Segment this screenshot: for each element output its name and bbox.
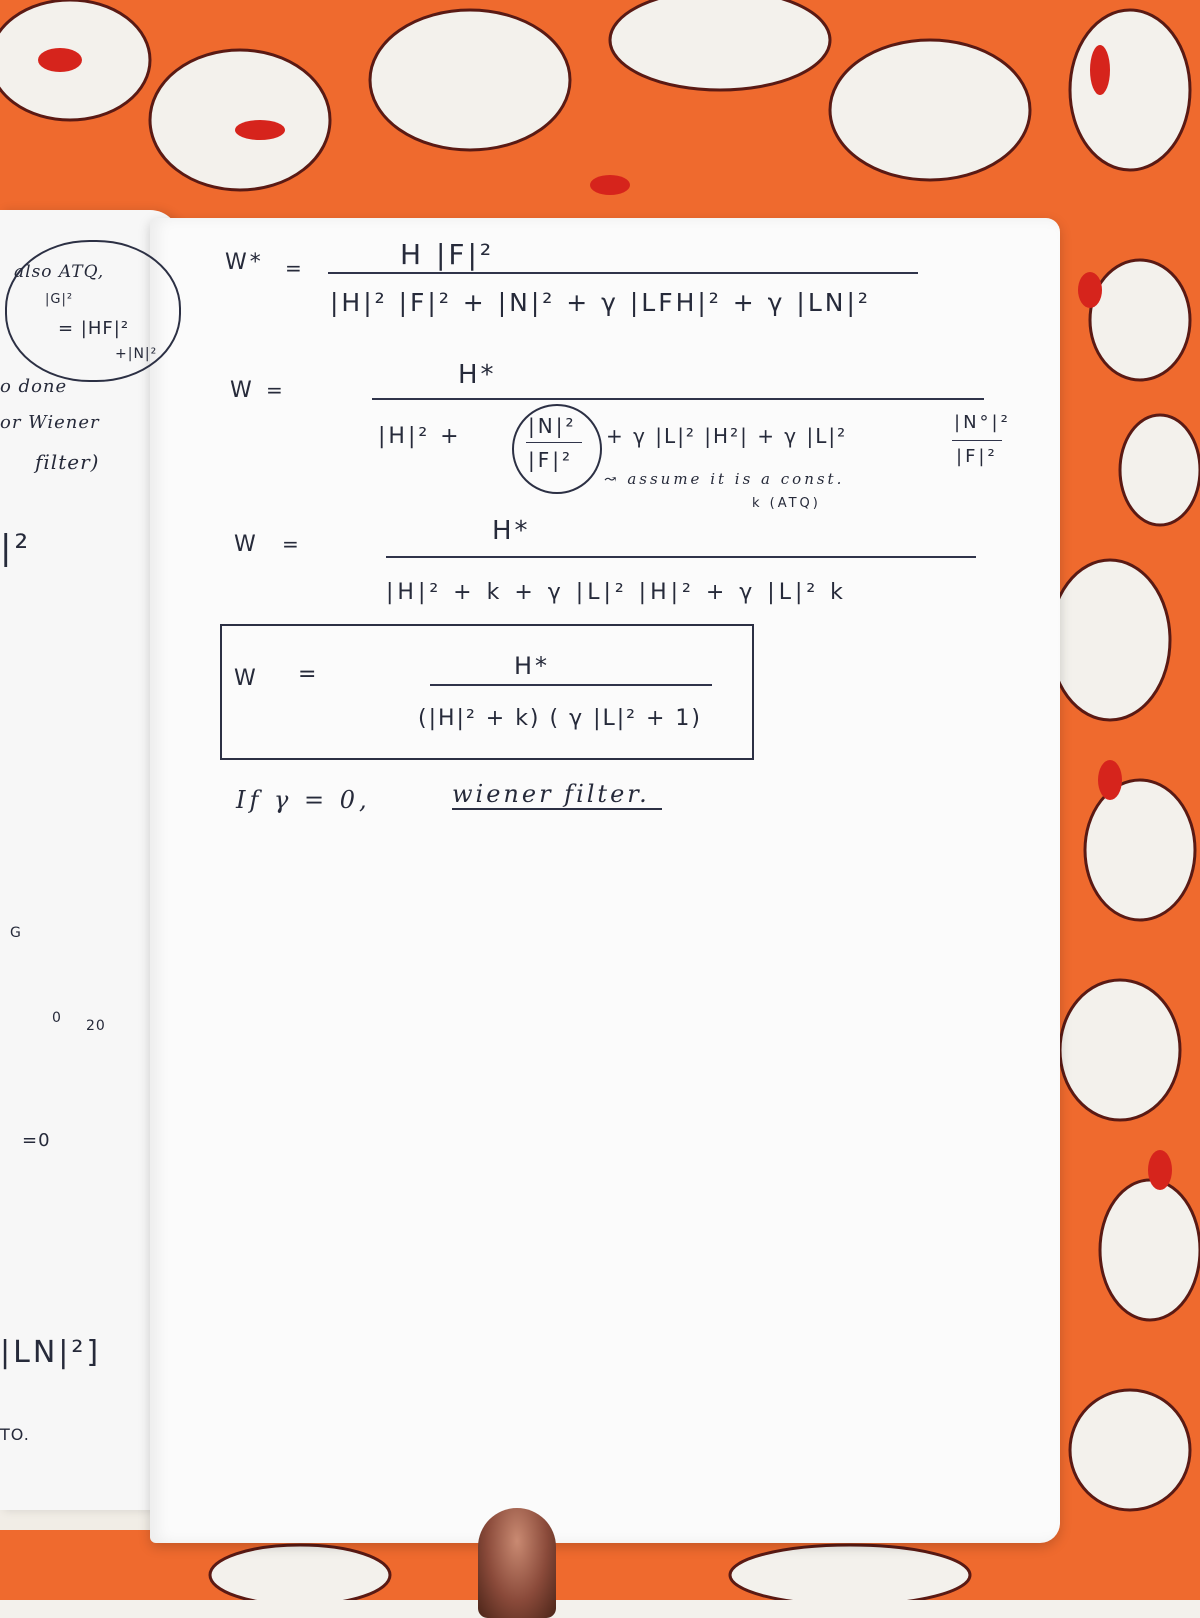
eq2-note: ↝ assume it is a const.: [604, 470, 845, 488]
eq3-equals: =: [282, 532, 302, 556]
thumb: [478, 1508, 556, 1618]
eq2-equals: =: [266, 378, 286, 402]
eq4-lhs: W: [234, 666, 259, 691]
right-page: [150, 218, 1060, 1543]
eq1-fraction-bar: [328, 272, 918, 274]
eq4-numerator: H*: [514, 652, 551, 680]
left-note-line: = |HF|²: [58, 318, 130, 339]
eq2-note-k: k (ATQ): [752, 496, 821, 511]
eq3-numerator: H*: [492, 516, 531, 546]
eq2-tail-fraction-bar: [952, 440, 1002, 441]
eq2-denominator-part2: + γ |L|² |H²| + γ |L|²: [606, 424, 848, 448]
conclusion-result: wiener filter.: [452, 780, 650, 808]
left-note-line: |G|²: [45, 292, 74, 307]
left-note-line: filter): [35, 450, 100, 474]
eq3-lhs: W: [234, 532, 259, 557]
eq2-circled-numerator: |N|²: [528, 414, 577, 438]
left-note-line: or Wiener: [0, 412, 100, 433]
eq2-tail-denominator: |F|²: [956, 446, 998, 467]
eq2-tail-numerator: |N°|²: [954, 412, 1011, 433]
eq4-denominator: (|H|² + k) ( γ |L|² + 1): [418, 706, 702, 731]
left-note-line: |²: [0, 528, 32, 568]
eq1-denominator: |H|² |F|² + |N|² + γ |LFH|² + γ |LN|²: [330, 288, 871, 317]
eq2-numerator: H*: [458, 360, 497, 390]
left-note-line: =0: [22, 1130, 51, 1151]
left-note-line: G: [10, 925, 22, 941]
eq2-circled-fraction-bar: [526, 442, 582, 443]
result-box: [220, 624, 754, 760]
eq2-circled-denominator: |F|²: [528, 448, 573, 472]
eq2-fraction-bar: [372, 398, 984, 400]
eq1-equals: =: [285, 256, 305, 280]
left-note-line: 20: [86, 1018, 106, 1034]
eq3-denominator: |H|² + k + γ |L|² |H|² + γ |L|² k: [386, 580, 847, 605]
left-note-line: 0: [52, 1010, 62, 1026]
eq2-lhs: W: [230, 378, 255, 403]
left-note-line: TO.: [0, 1425, 30, 1444]
eq4-fraction-bar: [430, 684, 712, 686]
left-note-line: |LN|²]: [0, 1335, 102, 1370]
eq2-denominator-part1: |H|² +: [378, 424, 462, 449]
left-note-line: o done: [0, 376, 68, 397]
left-note-line: +|N|²: [115, 346, 158, 362]
eq4-equals: =: [298, 662, 320, 687]
eq1-numerator: H |F|²: [400, 238, 495, 271]
conclusion-prefix: If γ = 0,: [236, 786, 371, 814]
left-note-line: also ATQ,: [14, 262, 105, 282]
eq1-lhs: W*: [225, 250, 264, 275]
conclusion-underline: [452, 808, 662, 810]
eq3-fraction-bar: [386, 556, 976, 558]
